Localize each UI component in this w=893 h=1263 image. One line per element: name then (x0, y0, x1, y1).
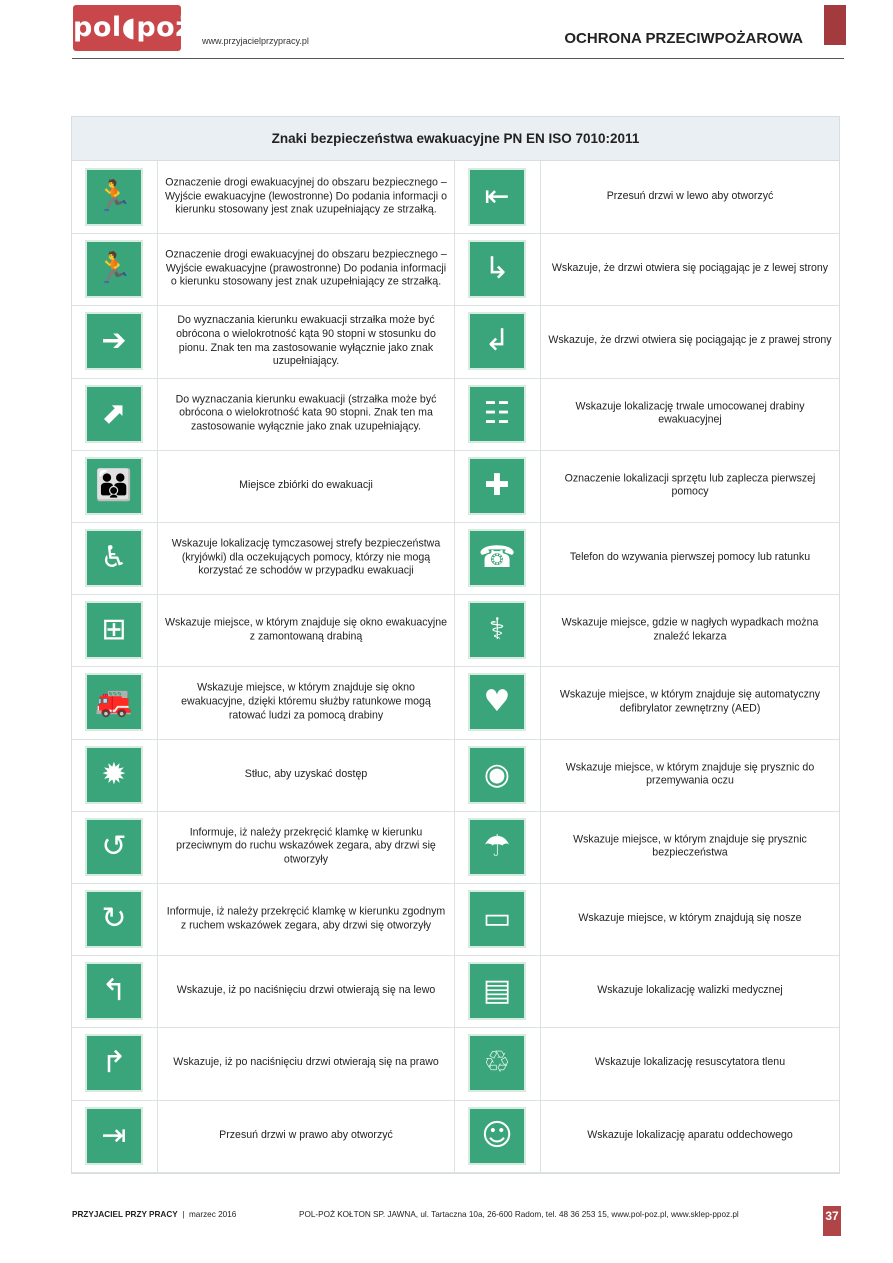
sign-description: Wskazuje, iż po naciśnięciu drzwi otwierają się na prawo (173, 1056, 439, 1069)
sign-cell (72, 594, 158, 666)
footer-company: POL-POŻ KOŁTON SP. JAWNA, ul. Tartaczna 10a, 26-600 Radom, tel. 48 36 253 15, www.pol-poz.pl, www.sklep-ppoz.pl (299, 1210, 739, 1219)
sign-description: Miejsce zbiórki do ewakuacji (239, 479, 373, 492)
corner-accent (824, 5, 846, 45)
table-title: Znaki bezpieczeństwa ewakuacyjne PN EN ISO 7010:2011 (72, 117, 839, 161)
medical-case-icon: ▤ (468, 962, 526, 1020)
sign-description: Wskazuje miejsce, w którym znajduje się automatyczny defibrylator zewnętrzny (AED) (559, 688, 821, 715)
sign-cell (455, 1027, 541, 1099)
company-logo: pol◖poż (73, 5, 181, 51)
assembly-point-icon: 👪 (85, 457, 143, 515)
sign-description: Wskazuje lokalizację resuscytatora tlenu (594, 1056, 786, 1069)
table-row (72, 378, 839, 451)
stretcher-icon: ▭ (468, 890, 526, 948)
sign-cell (455, 666, 541, 738)
description-cell (541, 1027, 839, 1099)
description-cell (158, 811, 455, 883)
refuge-area-icon: ♿ (85, 529, 143, 587)
sign-cell (72, 666, 158, 738)
footer-magazine (72, 1210, 236, 1219)
table-row (72, 811, 839, 884)
sign-description: Informuje, iż należy przekręcić klamkę w kierunku zgodnym z ruchem wskazówek zegara, aby drzwi się otworzyły (166, 905, 446, 932)
table-row (72, 450, 839, 523)
sign-description: Wskazuje, iż po naciśnięciu drzwi otwierają się na lewo (176, 984, 436, 997)
slide-left-to-open-icon: ⇤ (468, 168, 526, 226)
pull-door-left-icon: ↳ (468, 240, 526, 298)
sign-cell (455, 811, 541, 883)
table-row (72, 305, 839, 378)
sign-cell (455, 594, 541, 666)
sign-cell (72, 305, 158, 377)
sign-description: Wskazuje miejsce, w którym znajduje się prysznic bezpieczeństwa (573, 833, 807, 859)
description-cell (541, 305, 839, 377)
turn-clockwise-icon: ↻ (85, 890, 143, 948)
sign-description: Informuje, iż należy przekręcić klamkę w kierunku przeciwnym do ruchu wskazówek zegara, aby drzwi się otworzyły (176, 826, 436, 866)
sign-description: Do wyznaczania kierunku ewakuacji strzałka może być obrócona o wielokrotność kąta 90 stopni w stosunku do pionu. Znak ten ma zastosowanie wyłącznie jako znak uzupełniający. (176, 314, 436, 368)
safety-signs-table (71, 116, 840, 1174)
description-cell (158, 594, 455, 666)
turn-counterclockwise-icon: ↺ (85, 818, 143, 876)
sign-cell (72, 811, 158, 883)
description-cell (541, 378, 839, 450)
first-aid-icon: ✚ (468, 457, 526, 515)
sign-cell (455, 161, 541, 233)
sign-description: Wskazuje miejsce, w którym znajduje się okno ewakuacyjne z zamontowaną drabiną (164, 616, 448, 643)
table-row (72, 883, 839, 956)
sign-description: Do wyznaczania kierunku ewakuacji (strzałka może być obrócona o wielokrotność kata 90 stopni. Znak ten ma zastosowanie wyłącznie jako znak uzupełniający. (175, 393, 437, 433)
sign-cell (72, 1100, 158, 1172)
table-row (72, 594, 839, 667)
sign-description: Wskazuje lokalizację trwale umocowanej drabiny ewakuacyjnej (575, 400, 805, 426)
sign-description: Wskazuje, że drzwi otwiera się pociągając je z lewej strony (551, 262, 829, 275)
sign-description: Przesuń drzwi w prawo aby otworzyć (219, 1128, 393, 1141)
description-cell (541, 522, 839, 594)
breathing-apparatus-icon: ☺ (468, 1107, 526, 1165)
description-cell (158, 739, 455, 811)
description-cell (158, 666, 455, 738)
sign-description: Wskazuje miejsce, w którym znajdują się nosze (578, 912, 802, 925)
section-title: OCHRONA PRZECIWPOŻAROWA (564, 30, 803, 47)
oxygen-resuscitator-icon: ♲ (468, 1034, 526, 1092)
safety-shower-icon: ☂ (468, 818, 526, 876)
sign-cell (455, 305, 541, 377)
sign-cell (455, 233, 541, 305)
sign-cell (455, 955, 541, 1027)
table-row (72, 233, 839, 306)
sign-cell (72, 450, 158, 522)
sign-description: Telefon do wzywania pierwszej pomocy lub ratunku (569, 551, 811, 564)
description-cell (158, 883, 455, 955)
push-door-right-icon: ↱ (85, 1034, 143, 1092)
description-cell (158, 161, 455, 233)
description-cell (158, 450, 455, 522)
sign-cell (455, 883, 541, 955)
emergency-exit-right-icon: 🏃 (85, 240, 143, 298)
description-cell (541, 233, 839, 305)
defibrillator-icon: ♥ (468, 673, 526, 731)
slide-right-to-open-icon: ⇥ (85, 1107, 143, 1165)
emergency-exit-left-icon: 🏃 (85, 168, 143, 226)
description-cell (541, 955, 839, 1027)
sign-cell (455, 739, 541, 811)
sign-description: Wskazuje, że drzwi otwiera się pociągając je z prawej strony (548, 334, 832, 347)
table-row (72, 955, 839, 1028)
description-cell (541, 739, 839, 811)
escape-ladder-icon: ☷ (468, 385, 526, 443)
sign-cell (455, 1100, 541, 1172)
sign-description: Wskazuje miejsce, gdzie w nagłych wypadkach można znaleźć lekarza (561, 616, 819, 643)
sign-cell (72, 233, 158, 305)
sign-description: Oznaczenie drogi ewakuacyjnej do obszaru bezpiecznego – Wyjście ewakuacyjne (prawostronne) Do podania informacji o kierunku stosowany jest znak uzupełniający ze strzałką. (165, 248, 447, 289)
description-cell (541, 811, 839, 883)
emergency-telephone-icon: ☎ (468, 529, 526, 587)
doctor-icon: ⚕ (468, 601, 526, 659)
sign-cell (455, 450, 541, 522)
sign-cell (72, 739, 158, 811)
description-cell (541, 161, 839, 233)
table-row (72, 739, 839, 812)
description-cell (541, 594, 839, 666)
eyewash-station-icon: ◉ (468, 746, 526, 804)
sign-cell (72, 378, 158, 450)
header-divider (72, 58, 844, 59)
escape-window-ladder-icon: ⊞ (85, 601, 143, 659)
description-cell (541, 883, 839, 955)
description-cell (158, 522, 455, 594)
sign-cell (455, 378, 541, 450)
issue-date: marzec 2016 (188, 1210, 237, 1219)
break-to-obtain-access-icon: ✹ (85, 746, 143, 804)
push-door-left-icon: ↰ (85, 962, 143, 1020)
sign-description: Wskazuje miejsce, w którym znajduje się prysznic do przemywania oczu (565, 761, 815, 787)
description-cell (158, 1100, 455, 1172)
sign-cell (72, 955, 158, 1027)
rescue-window-icon: 🚒 (85, 673, 143, 731)
sign-description: Przesuń drzwi w lewo aby otworzyć (606, 190, 774, 203)
sign-cell (72, 161, 158, 233)
sign-description: Wskazuje lokalizację tymczasowej strefy bezpieczeństwa (kryjówki) dla oczekujących pomocy, którzy nie mogą korzystać ze schodów w przypadku ewakuacji (171, 537, 441, 577)
sign-description: Stłuc, aby uzyskać dostęp (244, 767, 368, 780)
description-cell (158, 378, 455, 450)
sign-description: Wskazuje miejsce, w którym znajduje się okno ewakuacyjne, dzięki któremu służby ratunkowe mogą ratować ludzi za pomocą drabiny (181, 682, 431, 722)
footer-separator: | (182, 1210, 185, 1219)
sign-description: Wskazuje lokalizację walizki medycznej (597, 984, 783, 997)
description-cell (158, 305, 455, 377)
description-cell (158, 233, 455, 305)
pull-door-right-icon: ↲ (468, 312, 526, 370)
sign-description: Oznaczenie lokalizacji sprzętu lub zaplecza pierwszej pomocy (564, 472, 816, 498)
description-cell (541, 450, 839, 522)
website-url[interactable]: www.przyjacielprzypracy.pl (202, 36, 309, 46)
description-cell (158, 955, 455, 1027)
sign-cell (72, 522, 158, 594)
sign-description: Wskazuje lokalizację aparatu oddechowego (587, 1128, 793, 1141)
table-row (72, 522, 839, 595)
description-cell (158, 1027, 455, 1099)
description-cell (541, 1100, 839, 1172)
table-row (72, 1027, 839, 1100)
sign-description: Oznaczenie drogi ewakuacyjnej do obszaru bezpiecznego – Wyjście ewakuacyjne (lewostronne) Do podania informacji o kierunku stosowany jest znak uzupełniający ze strzałką. (165, 176, 447, 216)
direction-arrow-diagonal-icon: ⬈ (85, 385, 143, 443)
page-number: 37 (823, 1206, 841, 1236)
sign-cell (72, 883, 158, 955)
magazine-name: PRZYJACIEL PRZY PRACY (72, 1210, 178, 1219)
sign-cell (72, 1027, 158, 1099)
table-row (72, 666, 839, 739)
table-row (72, 161, 839, 234)
description-cell (541, 666, 839, 738)
table-row (72, 1100, 839, 1173)
sign-cell (455, 522, 541, 594)
direction-arrow-right-icon: ➔ (85, 312, 143, 370)
